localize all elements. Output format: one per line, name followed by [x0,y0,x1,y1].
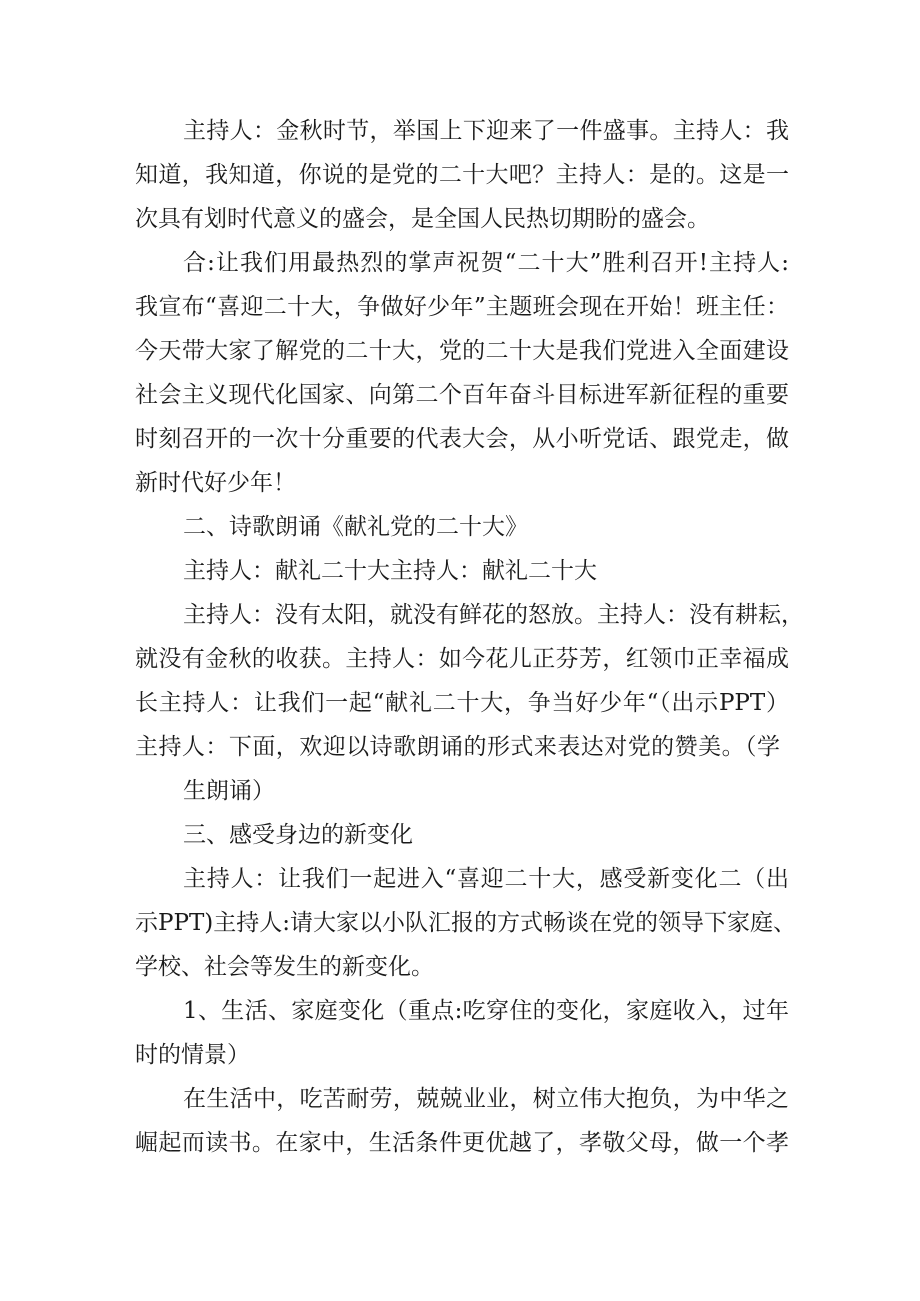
text-line: 知道，我知道，你说的是党的二十大吧？主持人：是的。这是一 [135,162,789,188]
paragraph-line [0,108,920,154]
paragraph-line [0,724,920,770]
section-heading [0,504,920,550]
text-line: 1、生活、家庭变化（重点:吃穿住的变化，家庭收入，过年 [183,998,789,1024]
paragraph-line [0,988,920,1034]
text-line: 时的情景） [135,1042,250,1068]
text-line: 次具有划时代意义的盛会，是全国人民热切期盼的盛会。 [135,206,710,232]
text-line: 示PPT)主持人:请大家以小队汇报的方式畅谈在党的领导下家庭、 [135,910,797,936]
heading-text: 二、诗歌朗诵《献礼党的二十大》 [183,514,528,540]
paragraph-line [0,592,920,638]
text-line: 主持人：下面，欢迎以诗歌朗诵的形式来表达对党的赞美。（学 [135,734,780,760]
text-line: 合:让我们用最热烈的掌声祝贺“二十大”胜利召开!主持人: [183,250,789,276]
paragraph-line [0,328,920,374]
text-line: 学校、社会等发生的新变化。 [135,954,434,980]
text-line: 在生活中，吃苦耐劳，兢兢业业，树立伟大抱负，为中华之 [183,1086,789,1112]
text-line: 主持人：没有太阳，就没有鲜花的怒放。主持人：没有耕耘， [183,602,804,628]
paragraph-line [0,768,920,814]
text-line: 长主持人：让我们一起“献礼二十大，争当好少年“（出示PPT） [135,690,789,716]
paragraph-line [0,1032,920,1078]
paragraph-line [0,680,920,726]
text-line: 今天带大家了解党的二十大，党的二十大是我们党进入全面建设 [135,338,789,364]
paragraph-line [0,372,920,418]
paragraph-line [0,548,920,594]
paragraph-line [0,152,920,198]
text-line: 生朗诵） [183,778,275,804]
paragraph-line [0,240,920,286]
text-line: 新时代好少年！ [135,470,296,496]
text-line: 就没有金秋的收获。主持人：如今花儿正芬芳，红领巾正幸福成 [135,646,789,672]
paragraph-line [0,196,920,242]
heading-text: 三、感受身边的新变化 [183,822,413,848]
paragraph-line [0,900,920,946]
paragraph-line [0,1076,920,1122]
text-line: 主持人：让我们一起进入“喜迎二十大，感受新变化二（出 [183,866,789,892]
paragraph-line [0,416,920,462]
paragraph-line [0,460,920,506]
section-heading [0,812,920,858]
text-line: 我宣布“喜迎二十大，争做好少年”主题班会现在开始！班主任： [135,294,789,320]
text-line: 时刻召开的一次十分重要的代表大会，从小听党话、跟党走，做 [135,426,789,452]
text-line: 主持人：金秋时节，举国上下迎来了一件盛事。主持人：我 [183,118,789,144]
text-line: 社会主义现代化国家、向第二个百年奋斗目标进军新征程的重要 [135,382,789,408]
paragraph-line [0,636,920,682]
text-line: 主持人：献礼二十大主持人：献礼二十大 [183,558,597,584]
text-line: 崛起而读书。在家中，生活条件更优越了，孝敬父母，做一个孝 [135,1130,789,1156]
paragraph-line [0,284,920,330]
paragraph-line [0,856,920,902]
paragraph-line [0,944,920,990]
paragraph-line [0,1120,920,1166]
